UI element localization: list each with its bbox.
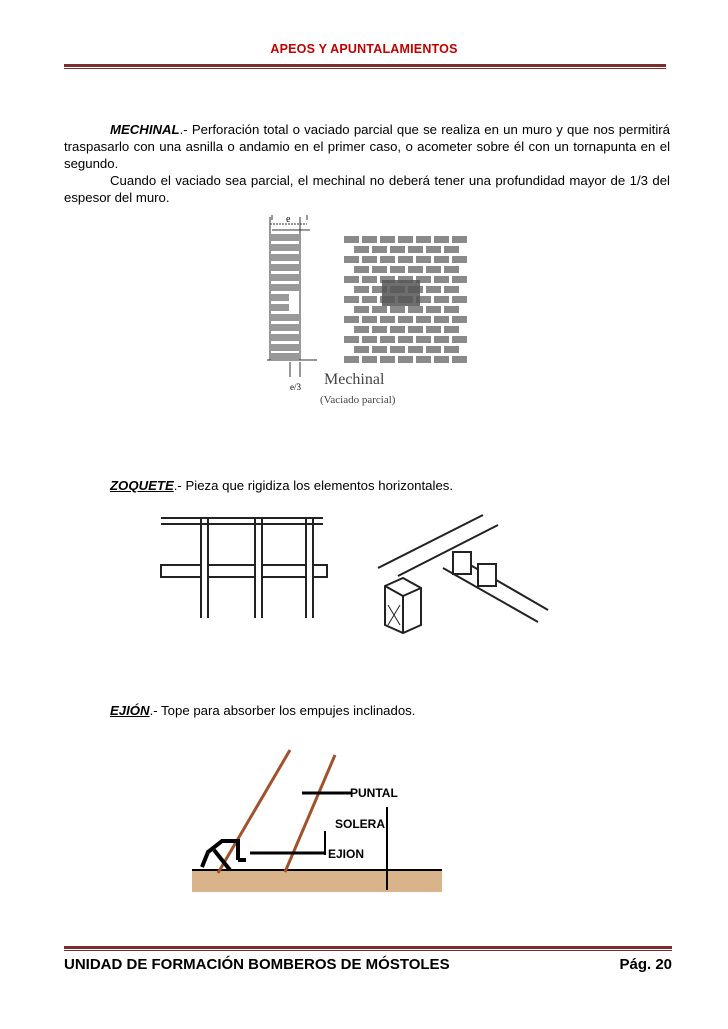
ejion-term: EJIÓN (110, 703, 150, 718)
brick (344, 336, 359, 343)
brick (434, 356, 449, 363)
brick (380, 236, 395, 243)
figure-caption: Mechinal (324, 371, 385, 388)
brick (434, 316, 449, 323)
brick (416, 256, 431, 263)
brick (362, 336, 377, 343)
mechinal-hole (382, 280, 420, 306)
header-rule (64, 64, 666, 67)
brick (372, 326, 387, 333)
brick (372, 346, 387, 353)
brick (426, 346, 441, 353)
brick (380, 256, 395, 263)
wall-section-courses (271, 234, 299, 359)
brick (344, 236, 359, 243)
brick (362, 296, 377, 303)
brick (444, 266, 459, 273)
brick (372, 306, 387, 313)
mechinal-term: MECHINAL (110, 122, 180, 137)
brick (398, 236, 413, 243)
figure-subcaption: (Vaciado parcial) (320, 394, 396, 406)
brick (390, 346, 405, 353)
ejion-figure (190, 745, 445, 895)
brick (362, 356, 377, 363)
page-header-title: APEOS Y APUNTALAMIENTOS (270, 42, 458, 56)
brick (444, 246, 459, 253)
page-number: Pág. 20 (619, 956, 672, 973)
brick (380, 316, 395, 323)
brick (354, 326, 369, 333)
brick (426, 306, 441, 313)
brick (452, 256, 467, 263)
brick (434, 276, 449, 283)
brick (416, 336, 431, 343)
brick (444, 346, 459, 353)
brick (354, 246, 369, 253)
dim-label-e3: e/3 (290, 382, 301, 392)
brick (362, 276, 377, 283)
brick (390, 266, 405, 273)
zoquete-figure (153, 500, 553, 635)
brick (354, 286, 369, 293)
brick (408, 346, 423, 353)
brick (452, 336, 467, 343)
brick (426, 266, 441, 273)
brick (372, 266, 387, 273)
brick (398, 336, 413, 343)
brick (434, 296, 449, 303)
brick (390, 326, 405, 333)
mechinal-definition: .- Perforación total o vaciado parcial que se realiza en un muro y que nos permitirá traspasarlo con una asnilla o andamio en el primer caso, o acometer sobre él con un tornapunta en el segundo. (64, 122, 670, 171)
brick (452, 296, 467, 303)
brick (344, 296, 359, 303)
label-solera: SOLERA (335, 817, 386, 831)
brick (434, 336, 449, 343)
footer-rule (64, 946, 672, 949)
mechinal-note: Cuando el vaciado sea parcial, el mechinal no deberá tener una profundidad mayor de 1/3 del espesor del muro. (64, 173, 670, 205)
ejion-definition: .- Tope para absorber los empujes inclinados. (149, 703, 416, 718)
ejion-block (202, 841, 246, 870)
brick (408, 306, 423, 313)
footer-rule-thin (64, 950, 672, 951)
brick (354, 346, 369, 353)
footer-organization: UNIDAD DE FORMACIÓN BOMBEROS DE MÓSTOLES (64, 956, 450, 973)
label-puntal: PUNTAL (350, 786, 398, 800)
brick (408, 326, 423, 333)
brick (390, 246, 405, 253)
blocking-pieces (161, 565, 327, 577)
brick (444, 286, 459, 293)
ejion-paragraph (64, 702, 670, 719)
brick (344, 256, 359, 263)
zoquete-term: ZOQUETE (110, 478, 174, 493)
brick (416, 236, 431, 243)
brick (434, 256, 449, 263)
brick (354, 306, 369, 313)
header-rule-thin (64, 68, 666, 69)
floor-block (192, 870, 442, 892)
brick (416, 356, 431, 363)
brick (408, 266, 423, 273)
brick (452, 316, 467, 323)
brick (398, 256, 413, 263)
brick (380, 336, 395, 343)
mechinal-figure (262, 212, 477, 412)
zoquete-definition: .- Pieza que rigidiza los elementos horizontales. (173, 478, 454, 493)
brick (434, 236, 449, 243)
brick (416, 316, 431, 323)
brick (426, 286, 441, 293)
brick (372, 246, 387, 253)
brick (426, 246, 441, 253)
brick (344, 356, 359, 363)
brick (444, 306, 459, 313)
brick (398, 316, 413, 323)
brick (426, 326, 441, 333)
brick (362, 256, 377, 263)
brick (380, 356, 395, 363)
brick (452, 236, 467, 243)
brick (444, 326, 459, 333)
brick (362, 236, 377, 243)
label-ejion: EJION (328, 847, 365, 861)
brick (362, 316, 377, 323)
brick (344, 276, 359, 283)
brick (452, 276, 467, 283)
strut-1 (218, 750, 290, 873)
dim-label-e: e (286, 214, 291, 225)
mechinal-paragraph (64, 121, 670, 206)
brick (398, 356, 413, 363)
beam-perspective (378, 515, 548, 633)
brick (452, 356, 467, 363)
zoquete-paragraph (64, 477, 670, 494)
brick (408, 246, 423, 253)
brick (344, 316, 359, 323)
brick (354, 266, 369, 273)
brick (390, 306, 405, 313)
